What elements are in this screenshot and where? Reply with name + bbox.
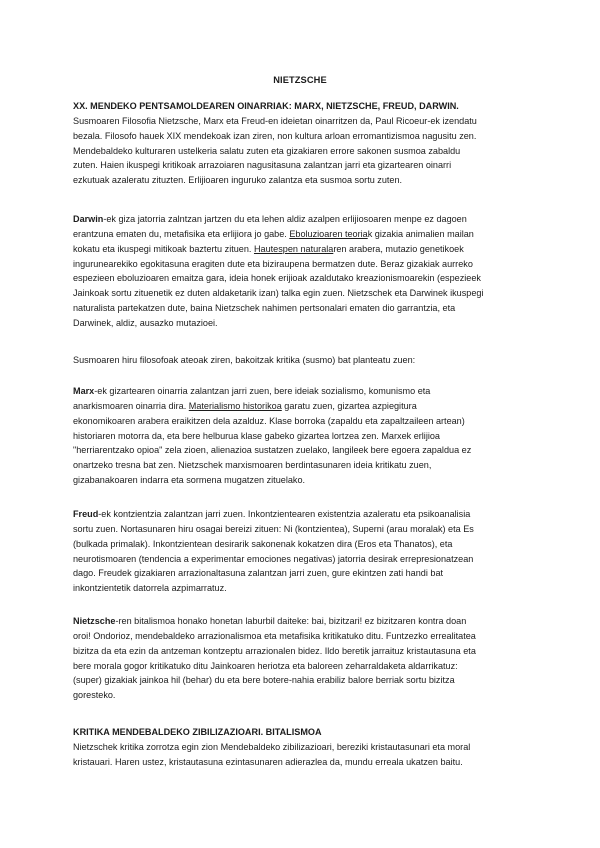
- line-text: ren arabera, mutazio genetikoek: [333, 243, 464, 254]
- paragraph-line: [73, 242, 528, 257]
- paragraph-line: [73, 384, 528, 399]
- paragraph-line: Susmoaren Filosofia Nietzsche, Marx eta Freud-en ideietan oinarritzen da, Paul Ricoeur-ek izendatu: [73, 115, 477, 126]
- darwin-name: Darwin: [73, 214, 104, 224]
- intro-section: [73, 99, 528, 188]
- paragraph-line: Darwinek, aldiz, ausazko mutazioei.: [73, 317, 218, 328]
- paragraph-line: Jainkoak sortu zituenetik ez duten aldaketarik izan) talka egin zuen. Nietzschek eta Darwinek ikuspegi: [73, 288, 484, 299]
- paragraph-line: bizitza da eta ezin da antzeman kontzeptu arrazionalen bidez. Ildo beretik jarraituz kristautasuna eta: [73, 645, 476, 656]
- paragraph-line: [73, 614, 528, 629]
- paragraph-line: goresteko.: [73, 690, 116, 701]
- line-text: garatu zuen, gizartea azpiegitura: [284, 400, 417, 411]
- line-text: erantzuna ematen du, metafisika eta erlijiora jo gabe.: [73, 228, 287, 239]
- line-text: -ek giza jatorria zalntzan jartzen du eta lehen aldiz azalpen erlijiosoaren menpe ez dagoen: [103, 214, 467, 224]
- line-text: k gizakia animalien mailan: [367, 228, 474, 239]
- paragraph-line: [73, 227, 528, 242]
- paragraph-line: inkontzientetik datorrela azpimarratuz.: [73, 583, 227, 594]
- marx-name: Marx: [73, 386, 95, 396]
- nietzsche-paragraph: [73, 614, 528, 703]
- kritika-section: [73, 725, 528, 770]
- paragraph-line: dago. Freudek gizakiaren arrazionaltasuna zalantzan jarri zuen, gure ekintzen zati handi bat: [73, 568, 444, 579]
- paragraph-line: (bulkada primalak). Inkontzientean desirarik sakonenak kokatzen dira (Eros eta Thanatos), eta: [73, 538, 453, 549]
- section-heading: XX. MENDEKO PENTSAMOLDEAREN OINARRIAK: MARX, NIETZSCHE, FREUD, DARWIN.: [73, 101, 459, 111]
- paragraph-line: sortu zuen. Nortasunaren hiru osagai bereizi zituen: Ni (kontzientea), Superni (arau moralak) eta Es: [73, 523, 474, 534]
- paragraph-line: bere morala gogor kritikatuko ditu Jainkoaren heriotza eta baloreen zeharraldaketa aldarrikatuz:: [73, 660, 458, 671]
- paragraph-line: bezala. Filosofo hauek XIX mendekoak izan ziren, non kultura arloan erromantizismoa nagusitu zen.: [73, 130, 477, 141]
- paragraph-line: ekonomikoaren arabera eraikitzen dela azalduz. Klase borroka (zapaldu eta zapaltzaileen artean): [73, 415, 465, 426]
- paragraph-line: Susmoaren hiru filosofoak ateoak ziren, bakoitzak kritika (susmo) bat planteatu zuen:: [73, 355, 416, 365]
- historical-materialism-term: Materialismo historikoa: [188, 400, 282, 411]
- paragraph-line: neurotismoaren (tendencia a experimentar emociones negativas) jatorria desirak errepresionatzean: [73, 553, 474, 564]
- paragraph-line: kristauari. Haren ustez, kristautasuna ezintasunaren adierazlea da, mundu erreala ukatzen baitu.: [73, 756, 463, 767]
- paragraph-line: (super) gizakiak jainkoa hil (behar) du eta bere botere-nahia erabiliz balore berriak sortu bizitza: [73, 675, 455, 686]
- line-text: -ek kontzientzia zalantzan jarri zuen. Inkontzientearen existentzia azaleratu eta psikoanalisia: [98, 509, 471, 519]
- nietzsche-name: Nietzsche: [73, 616, 116, 626]
- line-text: anarkismoaren oinarria dira.: [73, 400, 187, 411]
- evolution-theory-term: Eboluzioaren teoria: [289, 228, 368, 239]
- paragraph-line: ingurunearekiko egokitasuna eragiten dute eta biziraupena bermatzen dute. Beraz gizakiak aurreko: [73, 258, 473, 269]
- line-text: -ek gizartearen oinarria zalantzan jarri zuen, bere ideiak sozialismo, komunismo eta: [94, 386, 431, 396]
- paragraph-line: historiaren motorra da, eta bere helburua klase gabeko gizartea lortzea zen. Marxek erlijioa: [73, 430, 440, 441]
- line-text: -ren bitalismoa honako honetan laburbil daiteke: bai, bizitzari! ez bizitzaren kontra doan: [115, 616, 467, 626]
- paragraph-line: espezieen eboluzioaren emaitza gara, ideia honek erijioak azaldutako kreazionismoarekin (espezieek: [73, 273, 481, 284]
- paragraph-line: naturalista partekatzen dute, baina Nietzschek nahimen pertsonalari ematen dio garrantzia, eta: [73, 303, 456, 314]
- paragraph-line: zuten. Haien ikuspegi kritikoak arrazoiaren nagusitasuna zalantzan jarri eta gizartearen oinarri: [73, 160, 452, 171]
- line-text: kokatu eta ikuspegi mitikoak baztertu zituen.: [73, 243, 252, 254]
- paragraph-line: onartzeko tresna bat zen. Nietzschek marxismoaren berdintasunaren ideia kritikatu zuen,: [73, 460, 432, 471]
- section-heading: KRITIKA MENDEBALDEKO ZIBILIZAZIOARI. BITALISMOA: [73, 727, 322, 737]
- freud-name: Freud: [73, 509, 99, 519]
- page-title: NIETZSCHE: [273, 75, 327, 85]
- darwin-paragraph: [73, 212, 528, 331]
- natural-selection-term: Hautespen naturala: [253, 243, 334, 254]
- freud-paragraph: [73, 507, 528, 596]
- paragraph-line: gizabanakoaren indarra eta sormena mugatzen zituelako.: [73, 475, 306, 486]
- paragraph-line: [73, 399, 528, 414]
- paragraph-line: [73, 507, 528, 522]
- paragraph-line: "herriarentzako opioa" zela zioen, alienazioa sustatzen zuelako, langileek bere egoera zapaldua ez: [73, 445, 472, 456]
- paragraph-line: Mendebaldeko kulturaren ustelkeria salatu zuten eta gizakiaren errore sakonen susmoa zabaldu: [73, 145, 461, 156]
- marx-paragraph: [73, 384, 528, 488]
- paragraph-line: oroi! Ondorioz, mendebaldeko arrazionalismoa eta metafisika kritikatuko ditu. Funtzezko errealitatea: [73, 630, 476, 641]
- paragraph-line: Nietzschek kritika zorrotza egin zion Mendebaldeko zibilizazioari, bereziki kristautasunari eta moral: [73, 741, 471, 752]
- paragraph-line: ezkutuak azaleratu zituzten. Erlijioaren inguruko zalantza eta susmoa sortu zuten.: [73, 175, 403, 186]
- paragraph-line: [73, 212, 528, 227]
- suspicion-paragraph: [73, 353, 528, 368]
